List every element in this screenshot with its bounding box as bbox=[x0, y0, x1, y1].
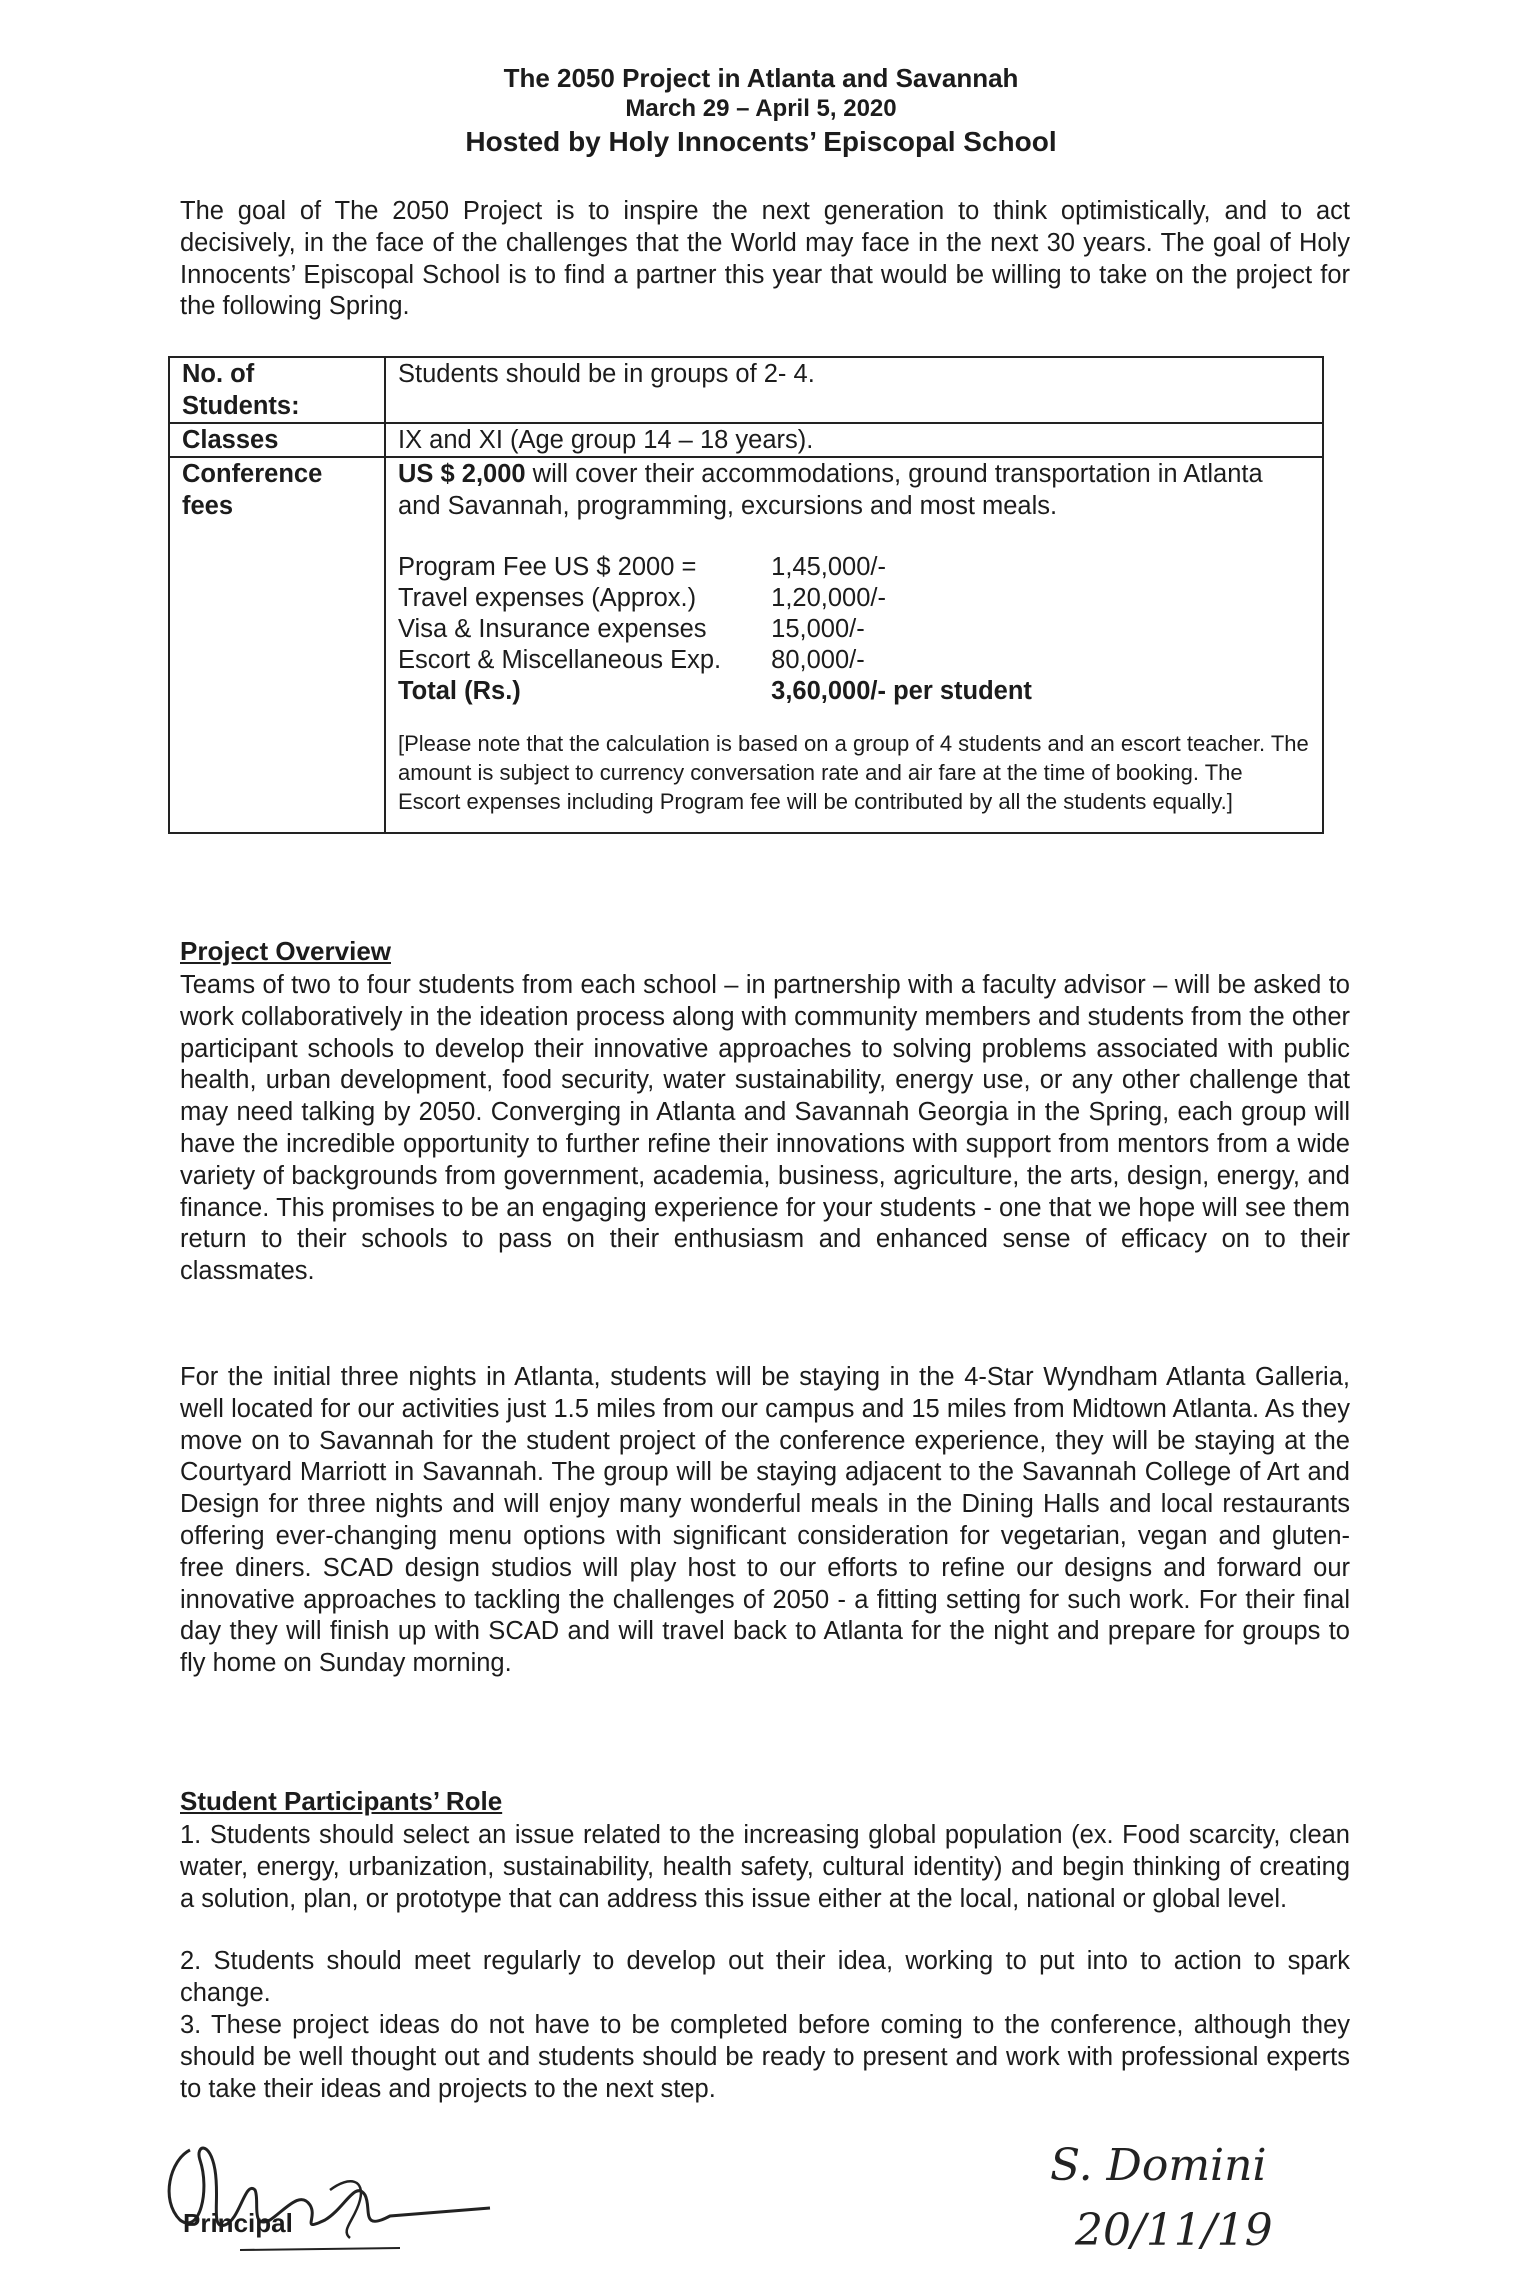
students-label: No. of Students: bbox=[169, 357, 385, 423]
role-item-2: 2. Students should meet regularly to develop out their idea, working to put into to action to spark change. bbox=[180, 1947, 1350, 2007]
fee-label: Escort & Miscellaneous Exp. bbox=[398, 646, 722, 674]
fees-amount-usd: US $ 2,000 bbox=[398, 460, 526, 488]
total-label: Total (Rs.) bbox=[398, 677, 521, 705]
role-item-3: 3. These project ideas do not have to be completed before coming to the conference, although they should be well thought out and students should be ready to present and work with professional experts to take their ideas and projects to the next step. bbox=[180, 2011, 1350, 2103]
document-header bbox=[0, 62, 1522, 160]
handwritten-signature bbox=[1030, 2120, 1350, 2270]
header-host: Hosted by Holy Innocents’ Episcopal School bbox=[465, 126, 1057, 157]
overview-paragraph-1: Teams of two to four students from each school – in partnership with a faculty advisor – will be asked to work collaboratively in the ideation process along with community members and students from the other participant schools to develop their innovative approaches to solving problems associated with public health, urban development, food security, water sustainability, energy use, or any other challenge that may need talking by 2050. Converging in Atlanta and Savannah Georgia in the Spring, each group will have the incredible opportunity to further refine their innovations with support from mentors from a wide variety of backgrounds from government, academia, business, agriculture, the arts, design, energy, and finance. This promises to be an engaging experience for your students - one that we hope will see them return to their schools to pass on their enthusiasm and enhanced sense of efficacy on to their classmates. bbox=[180, 971, 1350, 1286]
fee-label: Visa & Insurance expenses bbox=[398, 615, 707, 643]
role-item-1: 1. Students should select an issue related to the increasing global population (ex. Food scarcity, clean water, energy, urbanization, sustainability, health safety, cultural identity) and begin thinking of creating a solution, plan, or prototype that can address this issue either at the local, national or global level. bbox=[180, 1821, 1350, 1913]
signature-name: S. Domini bbox=[1050, 2140, 1267, 2191]
intro-paragraph: The goal of The 2050 Project is to inspire the next generation to think optimistically, and to act decisively, in the face of the challenges that the World may face in the next 30 years. The goal of Holy Innocents’ Episcopal School is to find a partner this year that would be willing to take on the project for the following Spring. bbox=[180, 197, 1350, 321]
fee-label: Program Fee US $ 2000 = bbox=[398, 553, 697, 581]
fee-amount: 1,20,000/- bbox=[771, 584, 886, 612]
fee-row bbox=[398, 645, 1032, 676]
overview-paragraph-2: For the initial three nights in Atlanta, students will be staying in the 4-Star Wyndham Atlanta Galleria, well located for our activities just 1.5 miles from our campus and 15 miles from Midtown Atlanta. As they move on to Savannah for the student project of the conference experience, they will be staying at the Courtyard Marriott in Savannah. The group will be staying adjacent to the Savannah College of Art and Design for three nights and will enjoy many wonderful meals in the Dining Halls and local restaurants offering ever-changing menu options with significant consideration for vegetarian, vegan and gluten-free diners. SCAD design studios will play host to our efforts to refine our designs and forward our innovative approaches to tackling the challenges of 2050 - a fitting setting for such work. For their final day they will finish up with SCAD and will travel back to Atlanta for the night and prepare for groups to fly home on Sunday morning. bbox=[180, 1363, 1350, 1678]
info-table bbox=[168, 356, 1324, 834]
roles-heading: Student Participants’ Role bbox=[180, 1786, 503, 1816]
students-value: Students should be in groups of 2- 4. bbox=[385, 357, 1323, 423]
header-dates: March 29 – April 5, 2020 bbox=[625, 95, 897, 122]
table-row bbox=[169, 357, 1323, 423]
total-amount: 3,60,000/- per student bbox=[771, 677, 1032, 705]
table-row bbox=[169, 423, 1323, 457]
fees-breakdown bbox=[398, 552, 1032, 707]
fees-label: Conference fees bbox=[169, 457, 385, 833]
table-row bbox=[169, 457, 1323, 833]
fee-amount: 1,45,000/- bbox=[771, 553, 886, 581]
principal-signature bbox=[150, 2120, 510, 2270]
classes-value: IX and XI (Age group 14 – 18 years). bbox=[385, 423, 1323, 457]
fee-row bbox=[398, 583, 1032, 614]
principal-label: Principal bbox=[183, 2208, 293, 2238]
header-title: The 2050 Project in Atlanta and Savannah bbox=[503, 63, 1019, 93]
overview-heading: Project Overview bbox=[180, 936, 391, 966]
fee-amount: 15,000/- bbox=[771, 615, 865, 643]
signature-date: 20/11/19 bbox=[1075, 2205, 1273, 2256]
fee-row bbox=[398, 614, 1032, 645]
fee-row bbox=[398, 552, 1032, 583]
fees-description-text: will cover their accommodations, ground transportation in Atlanta and Savannah, programming, excursions and most meals. bbox=[398, 460, 1263, 520]
fee-amount: 80,000/- bbox=[771, 646, 865, 674]
fee-total-row bbox=[398, 676, 1032, 707]
fees-note: [Please note that the calculation is based on a group of 4 students and an escort teacher. The amount is subject to currency conversation rate and air fare at the time of booking. The Escort expenses including Program fee will be contributed by all the students equally.] bbox=[398, 731, 1309, 814]
fees-description bbox=[398, 458, 1310, 522]
classes-label: Classes bbox=[169, 423, 385, 457]
fee-label: Travel expenses (Approx.) bbox=[398, 584, 697, 612]
fees-cell bbox=[385, 457, 1323, 833]
